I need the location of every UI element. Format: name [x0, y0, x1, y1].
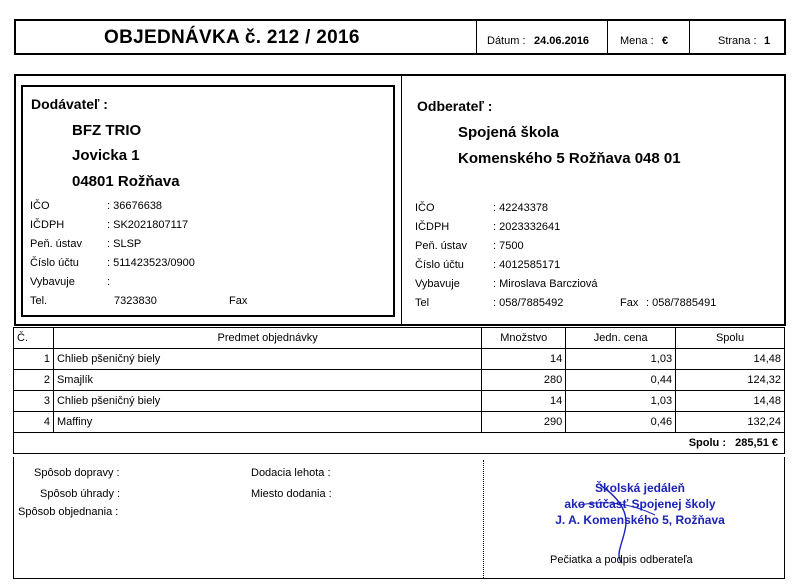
row-qty: 14 — [482, 349, 566, 370]
currency-value: € — [662, 35, 669, 47]
customer-heading: Odberateľ : — [417, 98, 493, 114]
row-number: 1 — [14, 349, 54, 370]
row-qty: 14 — [482, 391, 566, 412]
supplier-value: : 36676638 — [107, 200, 163, 212]
row-item: Chlieb pšeničný biely — [53, 349, 481, 370]
signature-scribble — [560, 475, 670, 565]
transport-label: Spôsob dopravy : — [34, 467, 120, 479]
customer-label: Tel — [415, 297, 430, 309]
customer-label: Peň. ústav — [415, 240, 467, 252]
supplier-value: : SK2021807117 — [107, 219, 189, 231]
row-qty: 290 — [482, 412, 566, 433]
payment-label: Spôsob úhrady : — [40, 488, 121, 500]
table-sum-row — [14, 433, 785, 454]
col-header: Množstvo — [482, 328, 566, 349]
date-value: 24.06.2016 — [534, 35, 590, 47]
row-qty: 280 — [482, 370, 566, 391]
row-number: 2 — [14, 370, 54, 391]
supplier-value: : 511423523/0900 — [107, 257, 195, 269]
page-label: Strana : — [718, 35, 757, 47]
sum-label: Spolu : — [688, 437, 726, 449]
table-row — [14, 370, 785, 391]
customer-address: Komenského 5 Rožňava 048 01 — [458, 150, 681, 167]
page-value: 1 — [764, 35, 771, 47]
col-header: Predmet objednávky — [53, 328, 481, 349]
col-header: Spolu — [676, 328, 785, 349]
customer-value: : 7500 — [493, 240, 524, 252]
currency-label: Mena : — [620, 35, 654, 47]
stamp-line: ako súčasť Spojenej školy — [564, 497, 716, 511]
supplier-city: 04801 Rožňava — [72, 173, 180, 190]
row-total: 14,48 — [676, 391, 785, 412]
supplier-label: IČO — [30, 200, 50, 212]
stamp-line: Školská jedáleň — [594, 481, 686, 495]
ordering-label: Spôsob objednania : — [18, 506, 119, 518]
supplier-label: IČDPH — [30, 219, 65, 231]
supplier-value: : — [107, 276, 111, 288]
supplier-value: : SLSP — [107, 238, 142, 250]
customer-fax-label: Fax — [620, 297, 639, 309]
row-total: 132,24 — [676, 412, 785, 433]
customer-value: : 2023332641 — [493, 221, 561, 233]
col-header: Č. — [14, 328, 54, 349]
customer-label: IČO — [415, 202, 435, 214]
supplier-value: 7323830 — [114, 295, 157, 307]
customer-fax-value: : 058/7885491 — [646, 297, 717, 309]
supplier-box — [21, 85, 395, 317]
customer-value: : 4012585171 — [493, 259, 561, 271]
row-price: 0,44 — [566, 370, 676, 391]
row-item: Chlieb pšeničný biely — [53, 391, 481, 412]
row-price: 1,03 — [566, 349, 676, 370]
customer-value: : 058/7885492 — [493, 297, 564, 309]
table-row — [14, 349, 785, 370]
col-header: Jedn. cena — [566, 328, 676, 349]
supplier-label: Číslo účtu — [30, 257, 79, 269]
date-label: Dátum : — [487, 35, 526, 47]
table-row — [14, 391, 785, 412]
customer-name: Spojená škola — [458, 124, 559, 141]
row-total: 14,48 — [676, 349, 785, 370]
supplier-fax-label: Fax — [229, 295, 248, 307]
customer-value: : 42243378 — [493, 202, 549, 214]
customer-value: : Miroslava Barcziová — [493, 278, 598, 290]
row-number: 3 — [14, 391, 54, 412]
supplier-label: Tel. — [30, 295, 48, 307]
sum-value: 285,51 € — [735, 437, 778, 449]
items-table — [13, 327, 785, 454]
stamp-line: J. A. Komenského 5, Rožňava — [555, 513, 725, 527]
supplier-name: BFZ TRIO — [72, 122, 142, 139]
customer-label: Číslo účtu — [415, 259, 464, 271]
supplier-street: Jovicka 1 — [72, 147, 140, 164]
row-price: 1,03 — [566, 391, 676, 412]
table-row — [14, 412, 785, 433]
supplier-label: Vybavuje — [30, 276, 75, 288]
row-item: Smajlík — [53, 370, 481, 391]
row-price: 0,46 — [566, 412, 676, 433]
customer-label: IČDPH — [415, 221, 450, 233]
table-header-row — [14, 328, 785, 349]
delivery-term-label: Dodacia lehota : — [251, 467, 331, 479]
row-total: 124,32 — [676, 370, 785, 391]
delivery-place-label: Miesto dodania : — [251, 488, 332, 500]
supplier-heading: Dodávateľ : — [31, 96, 108, 112]
row-item: Maffiny — [53, 412, 481, 433]
order-title: OBJEDNÁVKA č. 212 / 2016 — [104, 27, 360, 48]
supplier-label: Peň. ústav — [30, 238, 82, 250]
signature-label: Pečiatka a podpis odberateľa — [550, 554, 693, 566]
row-number: 4 — [14, 412, 54, 433]
customer-label: Vybavuje — [415, 278, 460, 290]
